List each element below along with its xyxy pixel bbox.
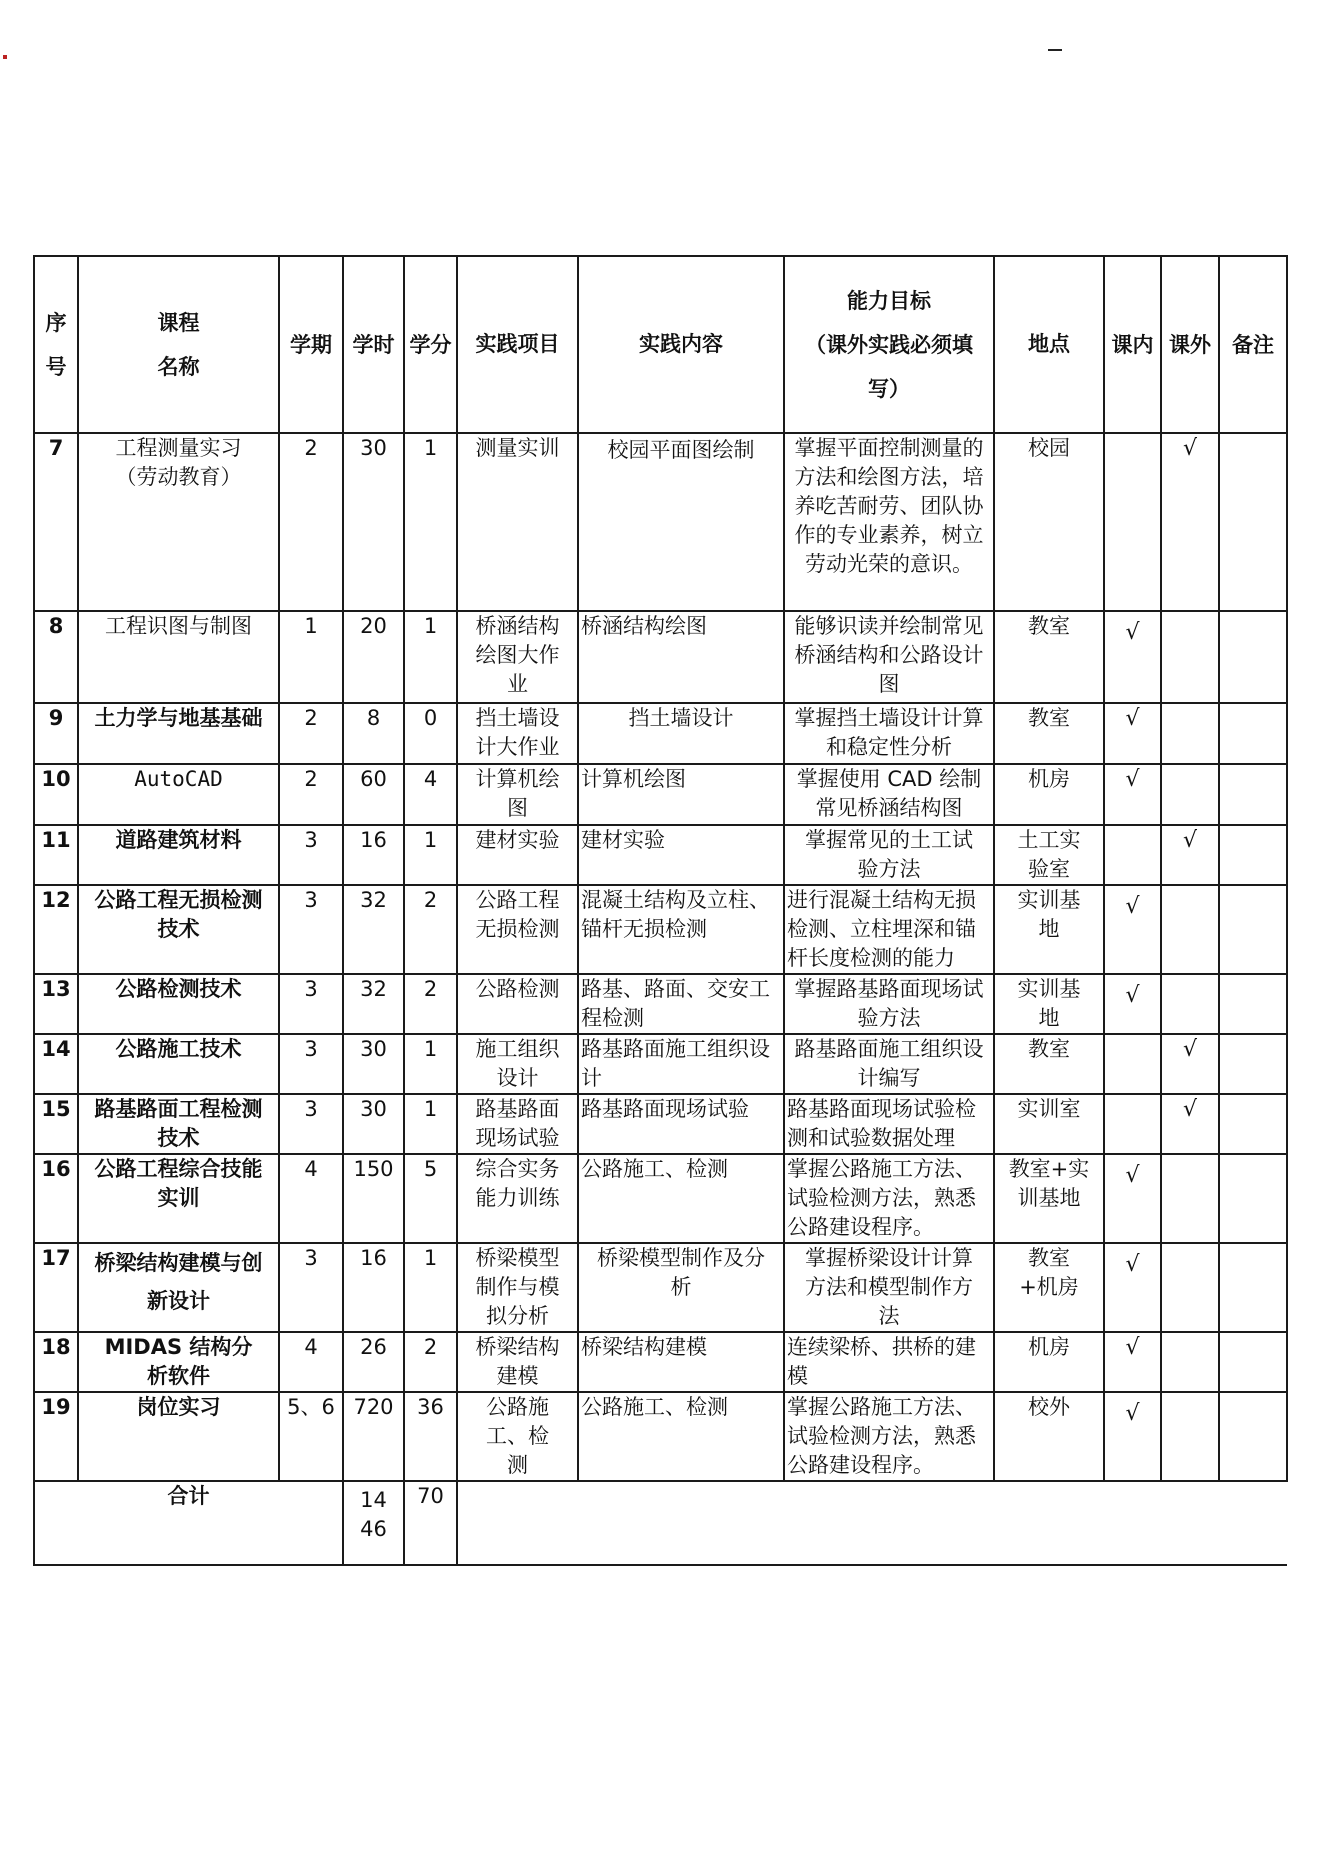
row-no: 13 <box>34 974 78 1034</box>
row-out-class-check: √ <box>1161 1034 1219 1094</box>
row-course: 公路施工技术 <box>78 1034 279 1094</box>
header-remark: 备注 <box>1219 256 1287 433</box>
table-header-row <box>34 256 1287 433</box>
total-credits: 70 <box>404 1481 457 1565</box>
row-content: 挡土墙设计 <box>578 703 784 764</box>
row-project: 计算机绘图 <box>457 764 578 825</box>
row-out-class-check <box>1161 703 1219 764</box>
row-semester: 2 <box>279 433 343 611</box>
row-course: 工程测量实习（劳动教育） <box>78 433 279 611</box>
row-project: 桥涵结构绘图大作业 <box>457 611 578 703</box>
row-goal: 连续梁桥、拱桥的建模 <box>784 1332 994 1392</box>
row-course: 桥梁结构建模与创新设计 <box>78 1243 279 1332</box>
row-remark <box>1219 1154 1287 1243</box>
row-course: 公路工程无损检测技术 <box>78 885 279 974</box>
row-in-class-check: √ <box>1104 974 1161 1034</box>
row-content: 计算机绘图 <box>578 764 784 825</box>
row-hours: 150 <box>343 1154 404 1243</box>
row-goal: 掌握桥梁设计计算方法和模型制作方法 <box>784 1243 994 1332</box>
row-semester: 3 <box>279 974 343 1034</box>
row-credits: 1 <box>404 1034 457 1094</box>
row-out-class-check <box>1161 974 1219 1034</box>
row-remark <box>1219 1392 1287 1481</box>
row-hours: 30 <box>343 1034 404 1094</box>
row-location: 教室 <box>994 703 1104 764</box>
row-out-class-check <box>1161 1243 1219 1332</box>
row-location: 机房 <box>994 764 1104 825</box>
row-goal: 路基路面施工组织设计编写 <box>784 1034 994 1094</box>
row-course: 工程识图与制图 <box>78 611 279 703</box>
row-in-class-check <box>1104 825 1161 885</box>
row-goal: 掌握使用 CAD 绘制常见桥涵结构图 <box>784 764 994 825</box>
row-hours: 26 <box>343 1332 404 1392</box>
scan-mark-left <box>3 55 7 59</box>
row-no: 17 <box>34 1243 78 1332</box>
header-course <box>78 256 279 433</box>
row-remark <box>1219 825 1287 885</box>
header-location: 地点 <box>994 256 1104 433</box>
row-goal: 掌握挡土墙设计计算和稳定性分析 <box>784 703 994 764</box>
row-remark <box>1219 1094 1287 1154</box>
total-label: 合计 <box>34 1481 343 1565</box>
row-no: 9 <box>34 703 78 764</box>
row-goal: 掌握路基路面现场试验方法 <box>784 974 994 1034</box>
row-location: 校园 <box>994 433 1104 611</box>
row-project: 公路施工、检测 <box>457 1392 578 1481</box>
row-out-class-check <box>1161 764 1219 825</box>
row-out-class-check: √ <box>1161 433 1219 611</box>
row-in-class-check: √ <box>1104 1392 1161 1481</box>
row-semester: 2 <box>279 703 343 764</box>
row-project: 桥梁模型制作与模拟分析 <box>457 1243 578 1332</box>
row-no: 14 <box>34 1034 78 1094</box>
row-content: 路基、路面、交安工程检测 <box>578 974 784 1034</box>
header-goal-line3: 写） <box>868 376 910 401</box>
row-location: 教室+机房 <box>994 1243 1104 1332</box>
table-row <box>34 974 1287 1034</box>
row-remark <box>1219 1332 1287 1392</box>
row-course: MIDAS 结构分析软件 <box>78 1332 279 1392</box>
table-total-row <box>34 1481 1287 1565</box>
row-in-class-check: √ <box>1104 1154 1161 1243</box>
row-hours: 32 <box>343 885 404 974</box>
row-location: 教室+实训基地 <box>994 1154 1104 1243</box>
row-project: 综合实务能力训练 <box>457 1154 578 1243</box>
row-goal: 掌握公路施工方法、试验检测方法，熟悉公路建设程序。 <box>784 1154 994 1243</box>
row-in-class-check <box>1104 433 1161 611</box>
table-row <box>34 703 1287 764</box>
row-semester: 3 <box>279 1034 343 1094</box>
row-remark <box>1219 885 1287 974</box>
header-credits: 学分 <box>404 256 457 433</box>
table-row <box>34 764 1287 825</box>
row-no: 18 <box>34 1332 78 1392</box>
row-project: 桥梁结构建模 <box>457 1332 578 1392</box>
row-location: 机房 <box>994 1332 1104 1392</box>
header-goal-line2: （课外实践必须填 <box>805 332 973 357</box>
row-hours: 16 <box>343 1243 404 1332</box>
header-goal-line1: 能力目标 <box>847 288 931 313</box>
row-project: 公路工程无损检测 <box>457 885 578 974</box>
row-content: 公路施工、检测 <box>578 1154 784 1243</box>
row-out-class-check <box>1161 611 1219 703</box>
row-hours: 8 <box>343 703 404 764</box>
row-credits: 1 <box>404 1094 457 1154</box>
header-course-line1: 课程 <box>157 310 200 335</box>
row-semester: 3 <box>279 885 343 974</box>
header-project: 实践项目 <box>457 256 578 433</box>
row-course: 路基路面工程检测技术 <box>78 1094 279 1154</box>
row-course: 岗位实习 <box>78 1392 279 1481</box>
row-out-class-check <box>1161 1154 1219 1243</box>
row-course: 道路建筑材料 <box>78 825 279 885</box>
row-no: 7 <box>34 433 78 611</box>
total-empty <box>457 1481 1287 1565</box>
row-out-class-check <box>1161 1332 1219 1392</box>
header-semester: 学期 <box>279 256 343 433</box>
row-remark <box>1219 974 1287 1034</box>
row-remark <box>1219 764 1287 825</box>
table-row <box>34 1034 1287 1094</box>
header-out-class: 课外 <box>1161 256 1219 433</box>
row-no: 16 <box>34 1154 78 1243</box>
scan-mark-top <box>1048 49 1062 51</box>
row-out-class-check: √ <box>1161 1094 1219 1154</box>
header-course-line2: 名称 <box>157 354 200 379</box>
row-remark <box>1219 433 1287 611</box>
row-in-class-check <box>1104 1094 1161 1154</box>
row-project: 公路检测 <box>457 974 578 1034</box>
row-semester: 4 <box>279 1332 343 1392</box>
row-location: 土工实验室 <box>994 825 1104 885</box>
table-row <box>34 1243 1287 1332</box>
row-no: 19 <box>34 1392 78 1481</box>
row-no: 8 <box>34 611 78 703</box>
row-credits: 2 <box>404 885 457 974</box>
row-credits: 0 <box>404 703 457 764</box>
row-hours: 30 <box>343 1094 404 1154</box>
row-in-class-check: √ <box>1104 703 1161 764</box>
row-goal: 掌握常见的土工试验方法 <box>784 825 994 885</box>
row-credits: 5 <box>404 1154 457 1243</box>
row-project: 建材实验 <box>457 825 578 885</box>
row-location: 实训基地 <box>994 974 1104 1034</box>
row-in-class-check: √ <box>1104 611 1161 703</box>
table-row <box>34 1154 1287 1243</box>
row-in-class-check: √ <box>1104 1332 1161 1392</box>
row-out-class-check <box>1161 1392 1219 1481</box>
row-credits: 1 <box>404 825 457 885</box>
header-no: 序号 <box>34 256 78 433</box>
row-semester: 3 <box>279 1243 343 1332</box>
row-location: 教室 <box>994 1034 1104 1094</box>
header-hours: 学时 <box>343 256 404 433</box>
row-goal: 路基路面现场试验检测和试验数据处理 <box>784 1094 994 1154</box>
row-remark <box>1219 1243 1287 1332</box>
row-hours: 16 <box>343 825 404 885</box>
row-location: 实训室 <box>994 1094 1104 1154</box>
table-row <box>34 1094 1287 1154</box>
row-semester: 2 <box>279 764 343 825</box>
row-goal: 能够识读并绘制常见桥涵结构和公路设计图 <box>784 611 994 703</box>
row-course: 公路检测技术 <box>78 974 279 1034</box>
row-project: 施工组织设计 <box>457 1034 578 1094</box>
row-project: 路基路面现场试验 <box>457 1094 578 1154</box>
row-in-class-check: √ <box>1104 764 1161 825</box>
row-content: 桥涵结构绘图 <box>578 611 784 703</box>
table-row <box>34 825 1287 885</box>
row-hours: 30 <box>343 433 404 611</box>
row-no: 12 <box>34 885 78 974</box>
table-row <box>34 433 1287 611</box>
row-course: 公路工程综合技能实训 <box>78 1154 279 1243</box>
row-no: 10 <box>34 764 78 825</box>
row-hours: 60 <box>343 764 404 825</box>
row-goal: 掌握公路施工方法、试验检测方法，熟悉公路建设程序。 <box>784 1392 994 1481</box>
row-hours: 32 <box>343 974 404 1034</box>
row-remark <box>1219 611 1287 703</box>
table-row <box>34 1332 1287 1392</box>
table-row <box>34 885 1287 974</box>
row-credits: 1 <box>404 1243 457 1332</box>
row-semester: 3 <box>279 1094 343 1154</box>
practice-courses-table <box>33 255 1288 1566</box>
table-row <box>34 1392 1287 1481</box>
row-semester: 4 <box>279 1154 343 1243</box>
row-credits: 4 <box>404 764 457 825</box>
row-no: 15 <box>34 1094 78 1154</box>
row-credits: 1 <box>404 611 457 703</box>
row-location: 实训基地 <box>994 885 1104 974</box>
row-out-class-check <box>1161 885 1219 974</box>
row-out-class-check: √ <box>1161 825 1219 885</box>
row-semester: 5、6 <box>279 1392 343 1481</box>
row-goal: 掌握平面控制测量的方法和绘图方法，培养吃苦耐劳、团队协作的专业素养，树立劳动光荣的意识。 <box>784 433 994 611</box>
row-project: 测量实训 <box>457 433 578 611</box>
row-remark <box>1219 1034 1287 1094</box>
row-in-class-check: √ <box>1104 1243 1161 1332</box>
row-in-class-check: √ <box>1104 885 1161 974</box>
header-content: 实践内容 <box>578 256 784 433</box>
row-course: 土力学与地基基础 <box>78 703 279 764</box>
row-course: AutoCAD <box>78 764 279 825</box>
row-goal: 进行混凝土结构无损检测、立柱埋深和锚杆长度检测的能力 <box>784 885 994 974</box>
row-content: 桥梁模型制作及分析 <box>578 1243 784 1332</box>
row-content: 校园平面图绘制 <box>578 433 784 611</box>
row-hours: 20 <box>343 611 404 703</box>
row-credits: 36 <box>404 1392 457 1481</box>
row-credits: 2 <box>404 974 457 1034</box>
row-semester: 1 <box>279 611 343 703</box>
row-content: 路基路面现场试验 <box>578 1094 784 1154</box>
row-content: 公路施工、检测 <box>578 1392 784 1481</box>
row-project: 挡土墙设计大作业 <box>457 703 578 764</box>
row-content: 桥梁结构建模 <box>578 1332 784 1392</box>
row-credits: 2 <box>404 1332 457 1392</box>
row-hours: 720 <box>343 1392 404 1481</box>
row-no: 11 <box>34 825 78 885</box>
row-in-class-check <box>1104 1034 1161 1094</box>
row-content: 混凝土结构及立柱、锚杆无损检测 <box>578 885 784 974</box>
row-content: 路基路面施工组织设计 <box>578 1034 784 1094</box>
row-content: 建材实验 <box>578 825 784 885</box>
total-hours: 1446 <box>343 1481 404 1565</box>
row-semester: 3 <box>279 825 343 885</box>
row-credits: 1 <box>404 433 457 611</box>
header-goal <box>784 256 994 433</box>
row-location: 教室 <box>994 611 1104 703</box>
row-location: 校外 <box>994 1392 1104 1481</box>
table-row <box>34 611 1287 703</box>
row-remark <box>1219 703 1287 764</box>
header-in-class: 课内 <box>1104 256 1161 433</box>
